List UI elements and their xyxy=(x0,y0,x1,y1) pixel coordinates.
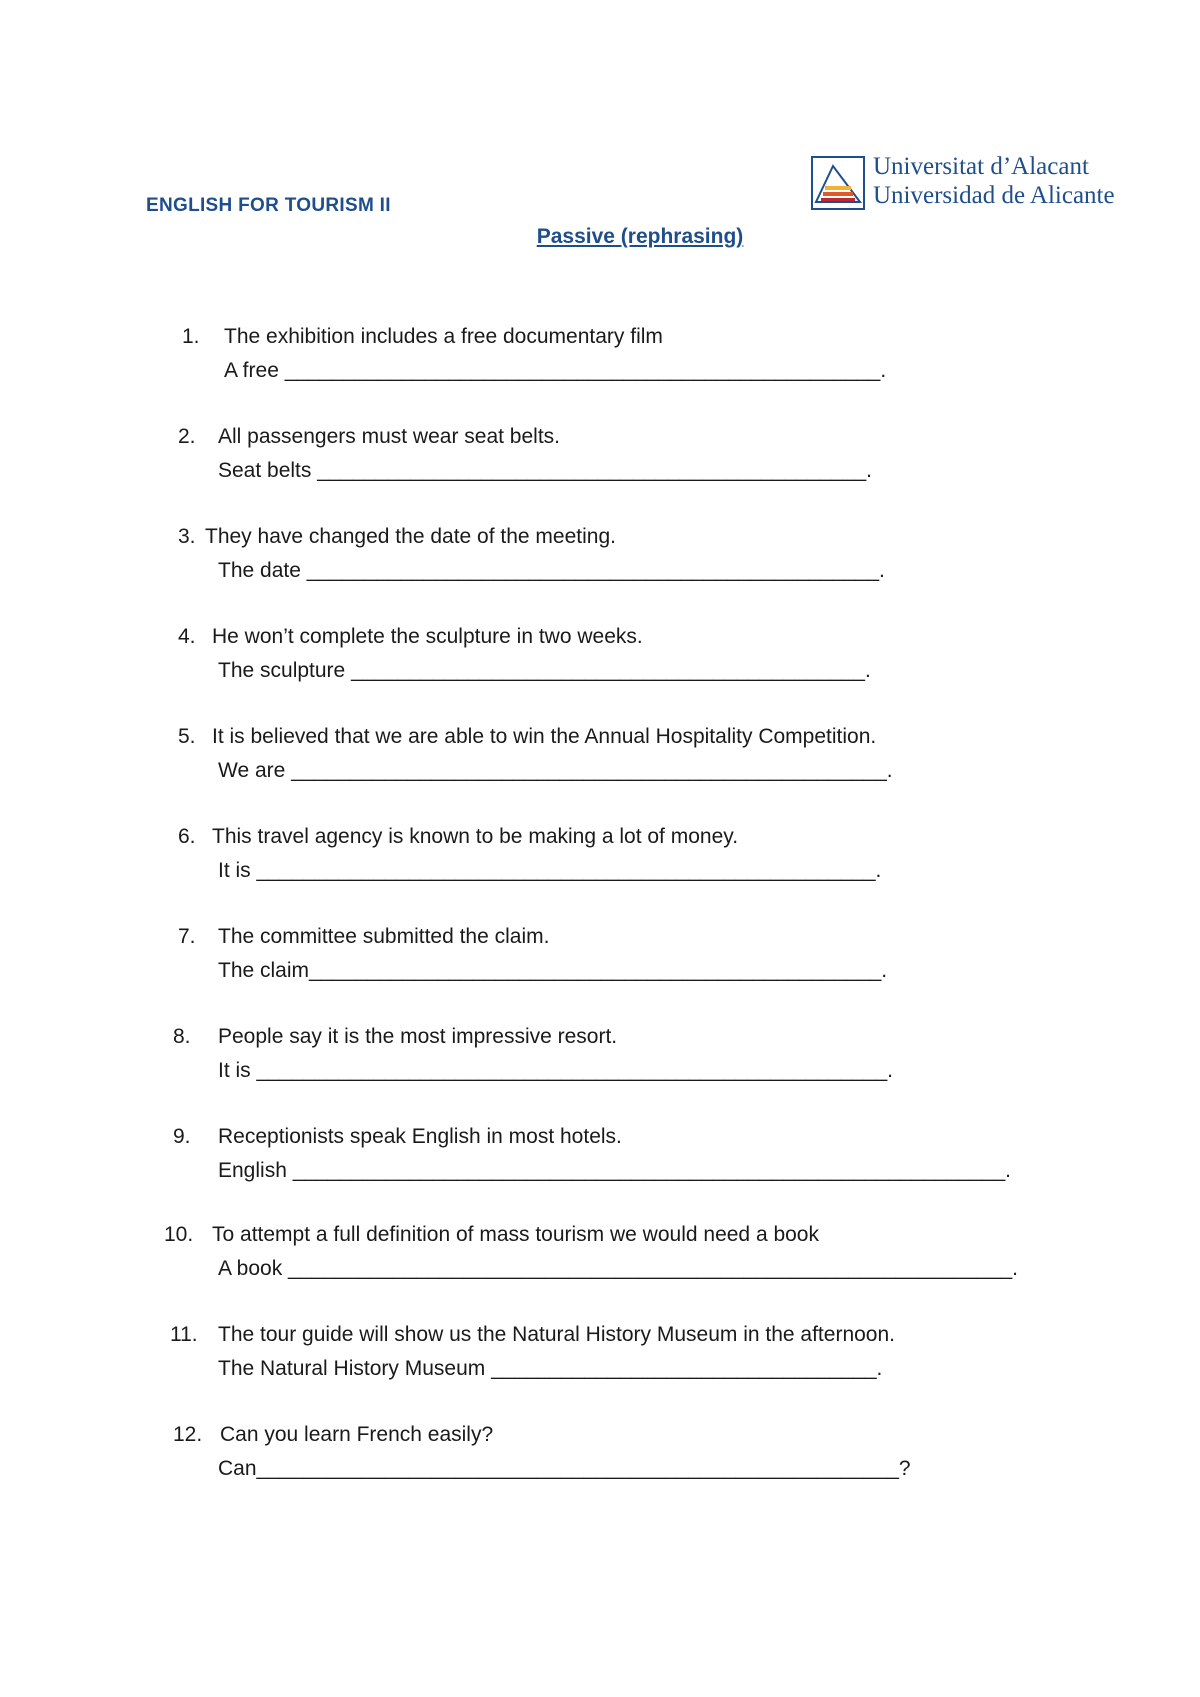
exercise-answer-line[interactable]: The claim_________________________________________________. xyxy=(218,959,888,982)
exercise-sentence: The exhibition includes a free documentary film xyxy=(224,325,663,348)
exercise-answer-line[interactable]: It is _____________________________________________________. xyxy=(218,859,882,882)
exercise-sentence: They have changed the date of the meeting. xyxy=(205,525,616,548)
exercise-sentence: The committee submitted the claim. xyxy=(218,925,550,948)
exercise-number: 12. xyxy=(173,1423,203,1446)
exercise-number: 8. xyxy=(173,1025,191,1048)
exercise-number: 4. xyxy=(178,625,196,648)
exercise-number: 3. xyxy=(178,525,196,548)
exercise-answer-line[interactable]: A free ___________________________________________________. xyxy=(224,359,887,382)
exercise-number: 7. xyxy=(178,925,196,948)
exercise-answer-line[interactable]: Can_______________________________________________________? xyxy=(218,1457,911,1480)
course-title: ENGLISH FOR TOURISM II xyxy=(146,195,391,216)
exercise-sentence: All passengers must wear seat belts. xyxy=(218,425,560,448)
exercise-answer-line[interactable]: The Natural History Museum _________________________________. xyxy=(218,1357,883,1380)
exercise-number: 2. xyxy=(178,425,196,448)
university-name-line2: Universidad de Alicante xyxy=(873,182,1115,209)
exercise-answer-line[interactable]: A book ______________________________________________________________. xyxy=(218,1257,1018,1280)
exercise-sentence: To attempt a full definition of mass tourism we would need a book xyxy=(212,1223,819,1246)
exercise-answer-line[interactable]: It is ______________________________________________________. xyxy=(218,1059,894,1082)
exercise-sentence: The tour guide will show us the Natural History Museum in the afternoon. xyxy=(218,1323,895,1346)
exercise-sentence: People say it is the most impressive resort. xyxy=(218,1025,618,1048)
exercise-number: 1. xyxy=(182,325,200,348)
university-logo-icon xyxy=(811,156,865,210)
exercise-number: 6. xyxy=(178,825,196,848)
exercise-sentence: He won’t complete the sculpture in two weeks. xyxy=(212,625,643,648)
university-name-line1: Universitat d’Alacant xyxy=(873,153,1089,180)
university-logo xyxy=(811,152,1115,214)
university-name xyxy=(873,152,1115,210)
exercise-number: 5. xyxy=(178,725,196,748)
exercise-number: 9. xyxy=(173,1125,191,1148)
exercise-sentence: Can you learn French easily? xyxy=(220,1423,494,1446)
exercise-number: 11. xyxy=(170,1323,198,1346)
exercise-answer-line[interactable]: The sculpture ____________________________________________. xyxy=(218,659,871,682)
exercise-answer-line[interactable]: Seat belts _______________________________________________. xyxy=(218,459,872,482)
worksheet-subtitle: Passive (rephrasing) xyxy=(536,225,744,248)
exercise-sentence: Receptionists speak English in most hotels. xyxy=(218,1125,622,1148)
exercise-answer-line[interactable]: The date _________________________________________________. xyxy=(218,559,885,582)
exercise-sentence: This travel agency is known to be making a lot of money. xyxy=(212,825,739,848)
exercise-sentence: It is believed that we are able to win the Annual Hospitality Competition. xyxy=(212,725,877,748)
exercise-number: 10. xyxy=(164,1223,194,1246)
exercise-answer-line[interactable]: English _____________________________________________________________. xyxy=(218,1159,1011,1182)
exercise-answer-line[interactable]: We are ___________________________________________________. xyxy=(218,759,893,782)
